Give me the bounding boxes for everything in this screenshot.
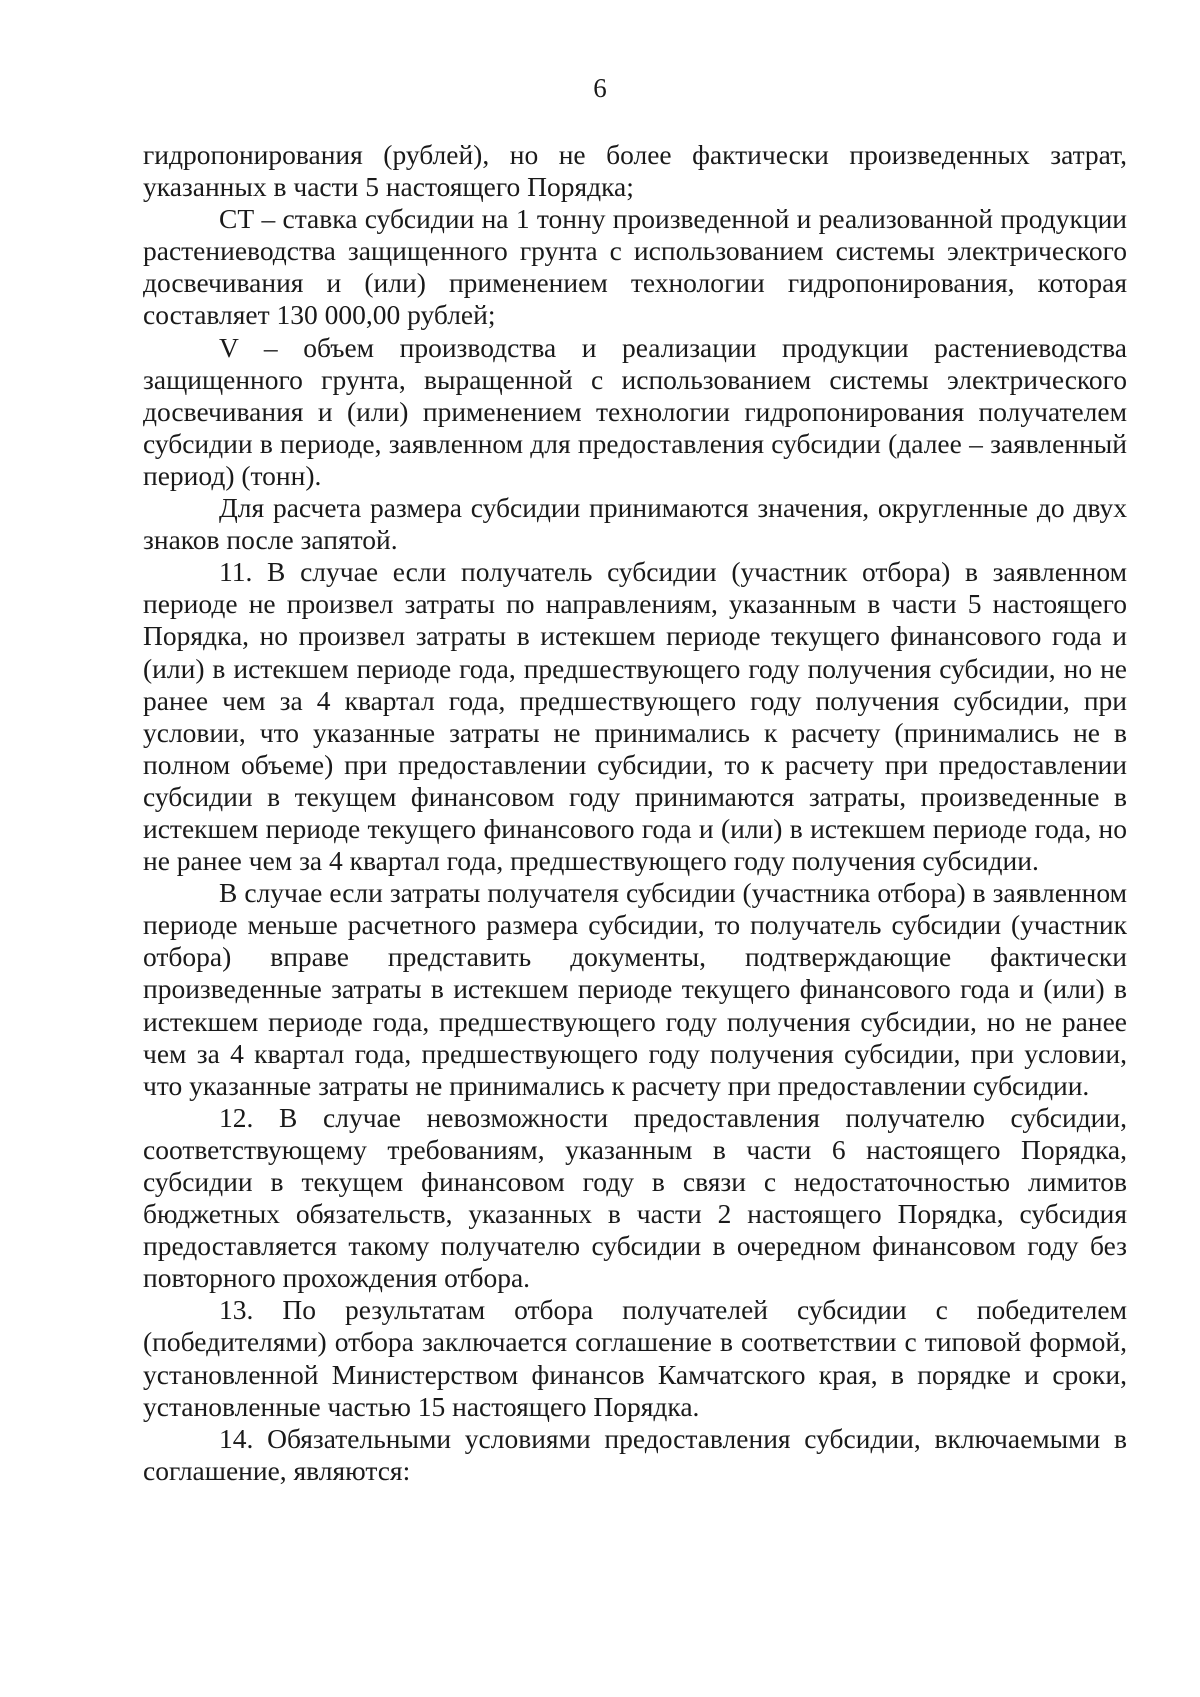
document-body <box>143 139 1127 1487</box>
paragraph-clause-14: 14. Обязательными условиями предоставления субсидии, включаемыми в соглашение, являются: <box>143 1422 1127 1486</box>
paragraph-clause-12: 12. В случае невозможности предоставления получателю субсидии, соответствующему требованиям, указанным в части 6 настоящего Порядка, субсидии в текущем финансовом году в связи с недостаточностью лимитов бюджетных обязательств, указанных в части 2 настоящего Порядка, субсидия предоставляется такому получателю субсидии в очередном финансовом году без повторного прохождения отбора. <box>143 1101 1127 1294</box>
paragraph-clause-13: 13. По результатам отбора получателей субсидии с победителем (победителями) отбора заключается соглашение в соответствии с типовой формой, установленной Министерством финансов Камчатского края, в порядке и сроки, установленные частью 15 настоящего Порядка. <box>143 1294 1127 1422</box>
paragraph-rounding: Для расчета размера субсидии принимаются значения, округленные до двух знаков после запятой. <box>143 492 1127 556</box>
paragraph-continuation: гидропонирования (рублей), но не более фактически произведенных затрат, указанных в части 5 настоящего Порядка; <box>143 139 1127 203</box>
page-number: 6 <box>593 73 607 103</box>
paragraph-v-definition: V – объем производства и реализации продукции растениеводства защищенного грунта, выращенной с использованием системы электрического досвечивания и (или) применением технологии гидропонирования получателем субсидии в периоде, заявленном для предоставления субсидии (далее – заявленный период) (тонн). <box>143 331 1127 491</box>
paragraph-st-definition: СТ – ставка субсидии на 1 тонну произведенной и реализованной продукции растениеводства защищенного грунта с использованием системы электрического досвечивания и (или) применением технологии гидропонирования, которая составляет 130 000,00 рублей; <box>143 203 1127 331</box>
paragraph-clause-11-continued: В случае если затраты получателя субсидии (участника отбора) в заявленном периоде меньше расчетного размера субсидии, то получатель субсидии (участник отбора) вправе представить документы, подтверждающие фактически произведенные затраты в истекшем периоде текущего финансового года и (или) в истекшем периоде года, предшествующего году получения субсидии, но не ранее чем за 4 квартал года, предшествующего году получения субсидии, при условии, что указанные затраты не принимались к расчету при предоставлении субсидии. <box>143 877 1127 1101</box>
paragraph-clause-11: 11. В случае если получатель субсидии (участник отбора) в заявленном периоде не произвел затраты по направлениям, указанным в части 5 настоящего Порядка, но произвел затраты в истекшем периоде текущего финансового года и (или) в истекшем периоде года, предшествующего году получения субсидии, но не ранее чем за 4 квартал года, предшествующего году получения субсидии, при условии, что указанные затраты не принимались к расчету (принимались не в полном объеме) при предоставлении субсидии, то к расчету при предоставлении субсидии в текущем финансовом году принимаются затраты, произведенные в истекшем периоде текущего финансового года и (или) в истекшем периоде года, но не ранее чем за 4 квартал года, предшествующего году получения субсидии. <box>143 556 1127 877</box>
